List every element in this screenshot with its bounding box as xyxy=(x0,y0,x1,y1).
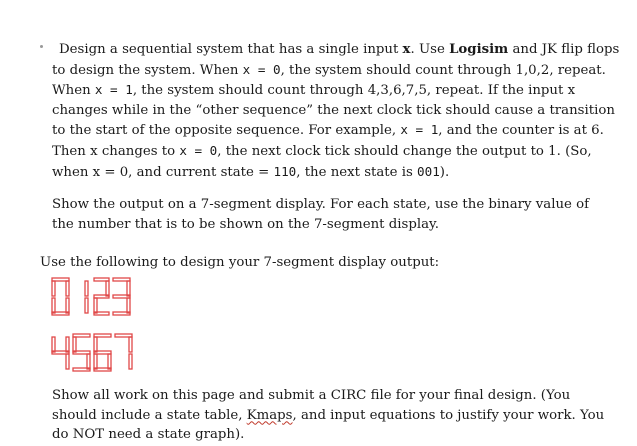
seven-segment-row-0-3 xyxy=(50,276,135,318)
line-7: when x = 0, and current state = 110, the next state is 001). xyxy=(52,163,450,180)
line-3: do NOT need a state graph). xyxy=(52,427,245,443)
digit-2 xyxy=(94,278,109,315)
digit-3 xyxy=(113,278,130,315)
seven-segment-row-4-7 xyxy=(50,332,135,374)
line-2: should include a state table, Kmaps, and input equations to justify your work. You xyxy=(52,407,605,423)
line-2: the number that is to be shown on the 7-segment display. xyxy=(52,216,439,232)
line-1: Show all work on this page and submit a CIRC file for your final design. (You xyxy=(52,388,571,403)
tool-name: Logisim xyxy=(449,42,509,57)
bullet-marker xyxy=(40,45,43,48)
digit-6 xyxy=(94,334,111,371)
display-instructions xyxy=(52,195,632,234)
segment-heading: Use the following to design your 7-segment display output: xyxy=(40,255,440,270)
submission-instructions xyxy=(52,386,632,445)
digit-1 xyxy=(85,281,88,313)
line-1: Design a sequential system that has a single input x. Use Logisim and JK flip flops xyxy=(59,42,620,57)
digit-4 xyxy=(52,337,69,369)
line-4: changes while in the “other sequence” the next clock tick should cause a transition xyxy=(52,102,615,118)
line-3: When x = 1, the system should count through 4,3,6,7,5, repeat. If the input x xyxy=(52,82,576,99)
digit-7 xyxy=(115,334,132,369)
line-6: Then x changes to x = 0, the next clock tick should change the output to 1. (So, xyxy=(52,142,592,159)
problem-description xyxy=(52,40,632,182)
line-1: Show the output on a 7-segment display. For each state, use the binary value of xyxy=(52,197,590,212)
kmaps-spellcheck-word: Kmaps xyxy=(246,407,293,423)
digit-5 xyxy=(73,334,90,371)
line-5: to the start of the opposite sequence. For example, x = 1, and the counter is at 6. xyxy=(52,122,604,139)
input-variable: x xyxy=(402,42,411,57)
digit-0 xyxy=(52,278,69,315)
line-2: to design the system. When x = 0, the system should count through 1,0,2, repeat. xyxy=(52,61,606,78)
